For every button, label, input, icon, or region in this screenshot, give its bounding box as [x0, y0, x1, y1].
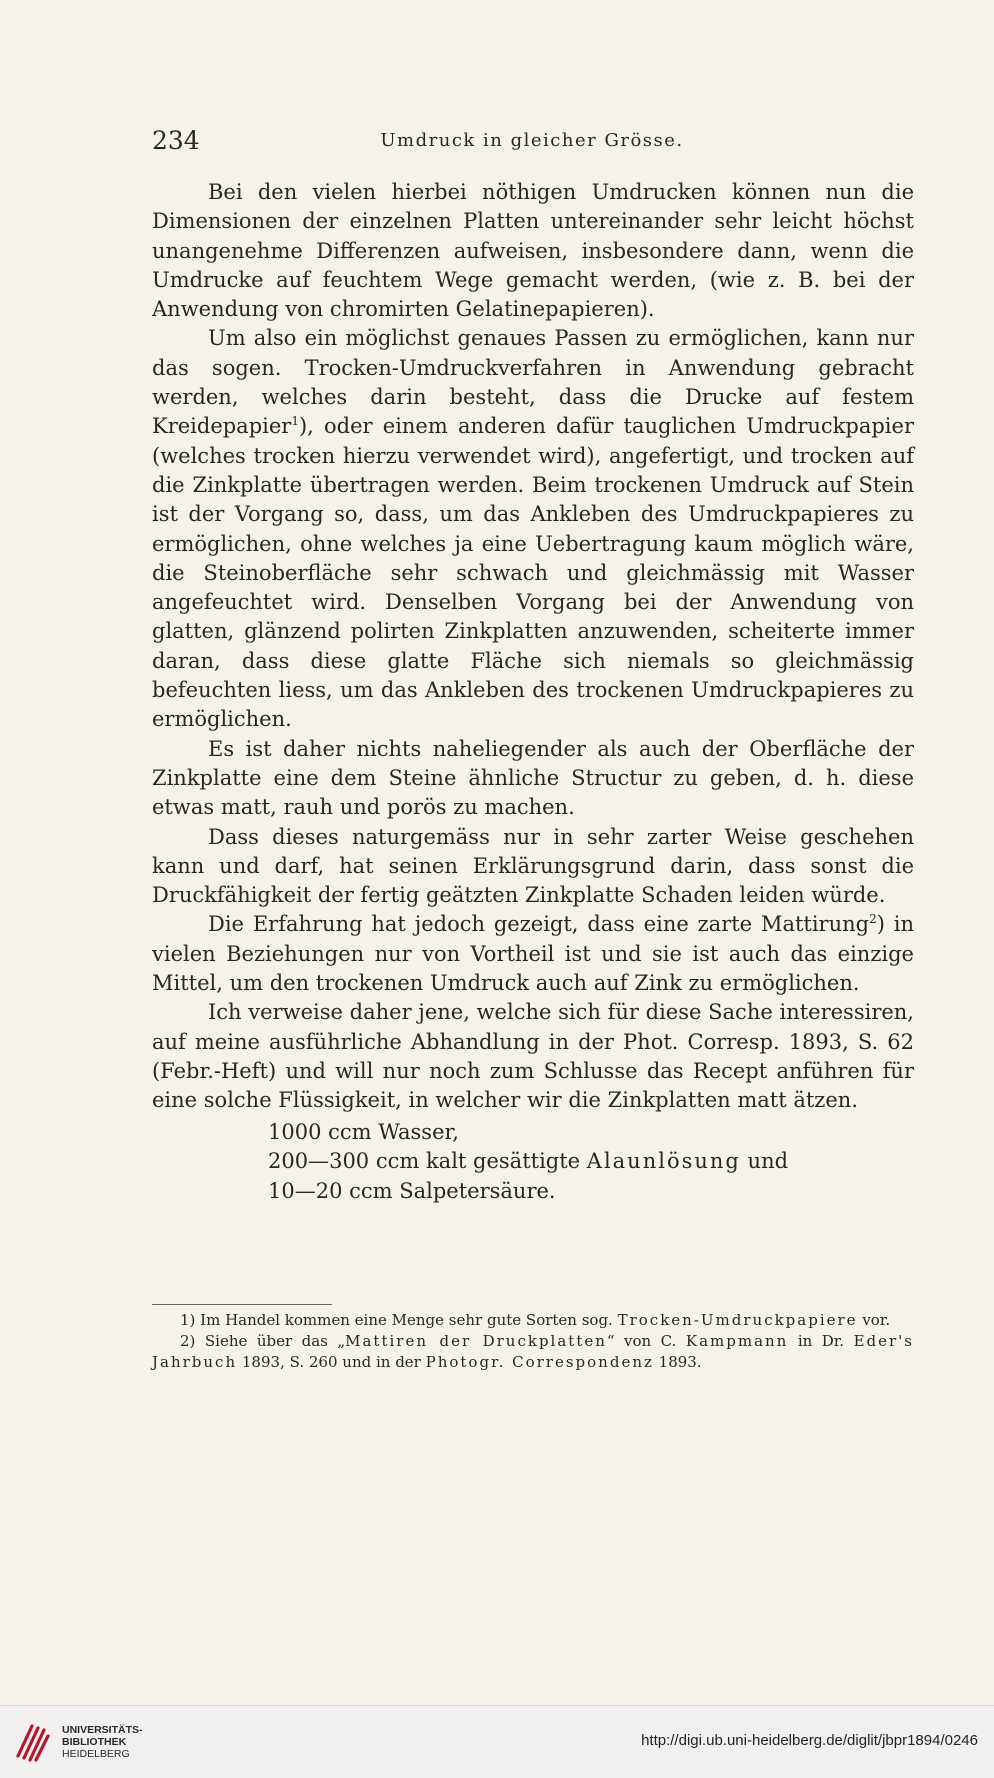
paragraph-5 — [152, 910, 914, 998]
recipe-line-2 — [268, 1147, 914, 1177]
footnote-2-author: Kampmann — [685, 1332, 789, 1350]
footnote-2-g: 1893, S. 260 und in der — [237, 1353, 426, 1371]
paragraph-2-text-a: Um also ein möglichst genaues Passen zu ermöglichen, kann nur das sogen. Trocken-Umdruckverfahren in Anwendung gebracht werden, welches darin besteht, dass die Drucke auf festem Kreidepapier — [152, 326, 914, 439]
paragraph-5-text-a: Die Erfahrung hat jedoch gezeigt, dass eine zarte Mattirung — [208, 912, 870, 937]
recipe-line-2-a: 200—300 ccm kalt gesättigte — [268, 1149, 587, 1173]
viewer-footer — [0, 1705, 994, 1778]
library-name-line-1: UNIVERSITÄTS- — [62, 1724, 143, 1736]
paragraph-6: Ich verweise daher jene, welche sich für diese Sache interessiren, auf meine ausführliche Abhandlung in der Phot. Corresp. 1893, S. 62 (Febr.-Heft) und will nur noch zum Schlusse das Recept anführen für eine solche Flüssigkeit, in welcher wir die Zinkplatten matt ätzen. — [152, 1000, 914, 1113]
running-title: Umdruck in gleicher Grösse. — [380, 130, 684, 151]
footnote-2-e: in Dr. — [788, 1332, 854, 1350]
paragraph-4: Dass dieses naturgemäss nur in sehr zarter Weise geschehen kann und darf, hat seinen Erklärungsgrund darin, dass sonst die Druckfähigkeit der fertig geätzten Zinkplatte Schaden leiden würde. — [152, 824, 914, 908]
recipe-line-3: 10—20 ccm Salpetersäure. — [268, 1178, 556, 1203]
heidelberg-library-logo-icon[interactable] — [12, 1720, 54, 1762]
footnote-1-c: vor. — [857, 1311, 891, 1329]
footnote-divider — [152, 1304, 332, 1305]
paragraph-5-text-b: ) in vielen Beziehungen nur von Vortheil ist und sie ist auch das einzige Mittel, um den trockenen Umdruck auch auf Zink zu ermöglichen. — [152, 912, 915, 996]
recipe — [268, 1118, 914, 1207]
footnote-1-emphasis: Trocken-Umdruckpapiere — [617, 1311, 858, 1329]
footnote-2-title: Mattiren der Druckplatten — [345, 1332, 607, 1350]
page-header — [152, 126, 912, 162]
paragraph-2-text-b: ), oder einem anderen dafür tauglichen Umdruckpapier (welches trocken hierzu verwendet wird), angefertigt, und trocken auf die Zinkplatte übertragen werden. Beim trockenen Umdruck auf Stein ist der Vorgang so, dass, um das Ankleben des Umdruckpapieres zu ermöglichen, ohne welches ja eine Uebertragung kaum möglich wäre, die Steinoberfläche sehr schwach und gleichmässig mit Wasser angefeuchtet wird. Denselben Vorgang bei der Anwendung von glatten, glänzend polirten Zinkplatten anzuwenden, scheiterte immer daran, dass diese glatte Fläche sich niemals so gleichmässig befeuchten liess, um das Ankleben des trockenen Umdruckpapieres zu ermöglichen. — [152, 414, 914, 732]
footnote-1 — [152, 1310, 914, 1331]
footnote-2-journal: Photogr. Correspondenz — [425, 1353, 654, 1371]
footnote-1-a: 1) Im Handel kommen eine Menge sehr gute Sorten sog. — [180, 1311, 618, 1329]
footnotes — [152, 1310, 914, 1373]
recipe-line-2-emphasis: Alaunlösung — [586, 1149, 741, 1173]
library-name-line-3: HEIDELBERG — [62, 1748, 130, 1760]
paragraph-1: Bei den vielen hierbei nöthigen Umdrucken können nun die Dimensionen der einzelnen Platten untereinander sehr leicht höchst unangenehme Differenzen aufweisen, insbesondere dann, wenn die Umdrucke auf feuchtem Wege gemacht werden, (wie z. B. bei der Anwendung von chromirten Gelatinepapieren). — [152, 180, 914, 322]
footnote-2-i: 1893. — [653, 1353, 702, 1371]
recipe-line-2-c: und — [740, 1149, 789, 1173]
body-text — [152, 178, 914, 1206]
page-number: 234 — [152, 126, 200, 155]
footnote-2 — [152, 1331, 914, 1373]
permalink-url[interactable]: http://digi.ub.uni-heidelberg.de/diglit/jbpr1894/0246 — [641, 1732, 978, 1749]
library-name-line-2: BIBLIOTHEK — [62, 1736, 127, 1748]
footnote-ref-2: 2 — [869, 912, 877, 927]
footnote-2-yearbook: Eder's Jahrbuch — [152, 1332, 914, 1371]
paragraph-3: Es ist daher nichts naheliegender als auch der Oberfläche der Zinkplatte eine dem Steine ähnliche Structur zu geben, d. h. diese etwas matt, rauh und porös zu machen. — [152, 736, 914, 820]
footnote-2-a: 2) Siehe über das „ — [180, 1332, 346, 1350]
recipe-line-1: 1000 ccm Wasser, — [268, 1119, 459, 1144]
footnote-ref-1: 1 — [291, 414, 299, 429]
library-name — [62, 1724, 143, 1760]
footnote-2-c: “ von C. — [606, 1332, 686, 1350]
paragraph-2 — [152, 324, 914, 734]
